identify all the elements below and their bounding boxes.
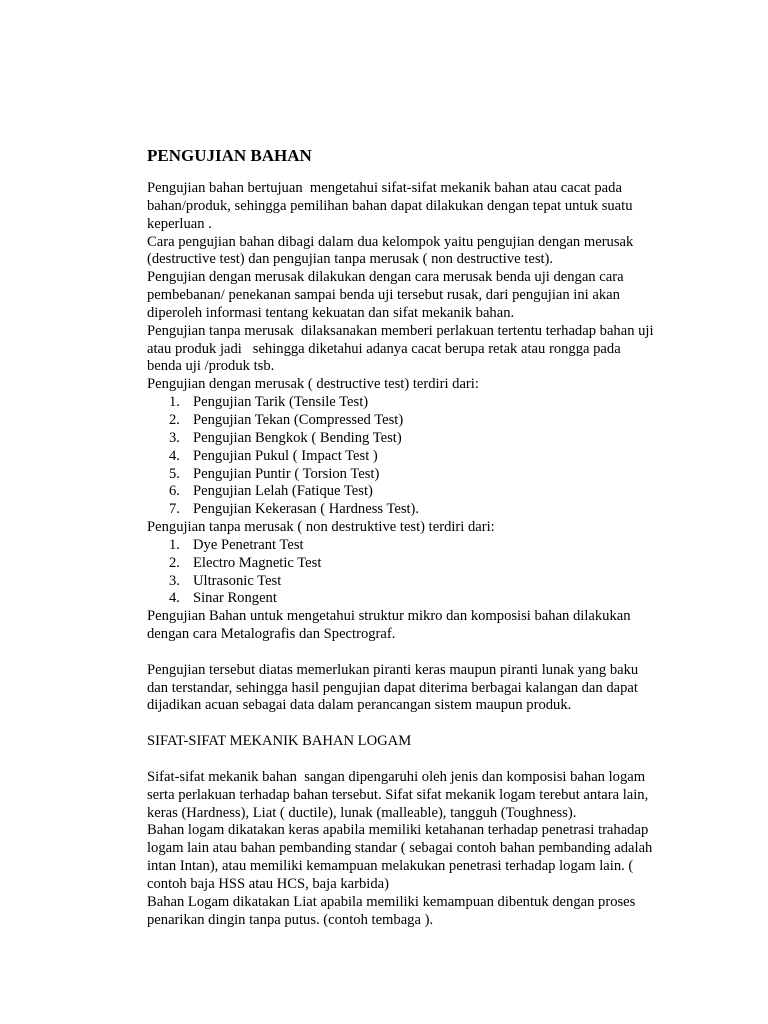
- list-item-text: Pengujian Tekan (Compressed Test): [193, 411, 404, 428]
- list-item-number: 3.: [169, 572, 180, 589]
- ductility-paragraph: Bahan Logam dikatakan Liat apabila memiliki kemampuan dibentuk dengan proses penarikan dingin tanpa putus. (contoh tembaga ).: [147, 893, 639, 928]
- document-title: PENGUJIAN BAHAN: [147, 146, 312, 165]
- list-item-text: Pengujian Tarik (Tensile Test): [193, 394, 369, 411]
- list-item: [169, 483, 657, 501]
- list-item-text: Sinar Rongent: [193, 590, 277, 607]
- intro-paragraph-purpose: Pengujian bahan bertujuan mengetahui sifat-sifat mekanik bahan atau cacat pada bahan/produk, sehingga pemilihan bahan dapat dilakukan dengan tepat untuk suatu keperluan .: [147, 180, 637, 232]
- list-item-number: 7.: [169, 501, 180, 518]
- list-item: [169, 536, 657, 555]
- intro-paragraph-destructive: Pengujian dengan merusak dilakukan dengan cara merusak benda uji dengan cara pembebanan/ penekanan sampai benda uji tersebut rusak, dari pengujian ini akan diperoleh informasi tentang kekuatan dan sifat mekanik bahan.: [147, 269, 628, 321]
- list-item: [169, 447, 657, 466]
- list-item-text: Pengujian Lelah (Fatique Test): [193, 483, 373, 500]
- list-item-number: 6.: [169, 483, 180, 500]
- list-item-number: 3.: [169, 429, 180, 446]
- list-item-text: Pengujian Bengkok ( Bending Test): [193, 429, 402, 446]
- intro-paragraph-nondestructive: Pengujian tanpa merusak dilaksanakan memberi perlakuan tertentu terhadap bahan uji atau produk jadi sehingga diketahui adanya cacat berupa retak atau rongga pada benda uji /produk tsb.: [147, 322, 658, 375]
- list-item: [169, 501, 657, 519]
- list-item: [169, 411, 657, 430]
- standards-paragraph: Pengujian tersebut diatas memerlukan piranti keras maupun piranti lunak yang baku dan terstandar, sehingga hasil pengujian dapat diterima berbagai kalangan dan dapat dijadikan acuan sebagai data dalam perancangan sistem maupun produk.: [147, 661, 642, 714]
- section-heading-mechanical-properties: SIFAT-SIFAT MEKANIK BAHAN LOGAM: [147, 733, 412, 750]
- list-item-number: 2.: [169, 554, 180, 571]
- list-item-number: 1.: [169, 536, 180, 553]
- document-body: [147, 146, 657, 929]
- microstructure-paragraph: Pengujian Bahan untuk mengetahui struktur mikro dan komposisi bahan dilakukan dengan cara Metalografis dan Spectrograf.: [147, 608, 635, 643]
- list-item-text: Pengujian Puntir ( Torsion Test): [193, 465, 380, 482]
- nondestructive-list-intro: Pengujian tanpa merusak ( non destruktive test) terdiri dari:: [147, 519, 495, 536]
- paragraph-spacer: [147, 715, 657, 733]
- list-item-text: Electro Magnetic Test: [193, 554, 322, 571]
- list-item-text: Pengujian Pukul ( Impact Test ): [193, 447, 378, 464]
- list-item: [169, 465, 657, 484]
- list-item-number: 5.: [169, 465, 180, 482]
- nondestructive-test-list: [147, 537, 657, 608]
- list-item-text: Pengujian Kekerasan ( Hardness Test).: [193, 501, 420, 518]
- paragraph-spacer: [147, 644, 657, 662]
- hardness-paragraph: Bahan logam dikatakan keras apabila memiliki ketahanan terhadap penetrasi trahadap logam lain atau bahan pembanding standar ( sebagai contoh bahan pembanding adalah intan Intan), atau memiliki kemampuan melakukan penetrasi terhadap logam lain. ( contoh baja HSS atau HCS, baja karbida): [147, 822, 656, 892]
- list-item-number: 4.: [169, 590, 180, 607]
- list-item: [169, 572, 657, 591]
- list-item-number: 2.: [169, 411, 180, 428]
- list-item: [169, 429, 657, 448]
- mechanical-properties-paragraph: Sifat-sifat mekanik bahan sangan dipengaruhi oleh jenis dan komposisi bahan logam serta perlakuan terhadap bahan tersebut. Sifat sifat mekanik logam terebut antara lain, keras (Hardness), Liat ( ductile), lunak (malleable), tangguh (Toughness).: [147, 768, 652, 821]
- destructive-list-intro: Pengujian dengan merusak ( destructive test) terdiri dari:: [147, 376, 479, 393]
- intro-paragraph-groups: Cara pengujian bahan dibagi dalam dua kelompok yaitu pengujian dengan merusak (destructive test) dan pengujian tanpa merusak ( non destructive test).: [147, 233, 637, 268]
- list-item: [169, 554, 657, 573]
- list-item-text: Ultrasonic Test: [193, 572, 282, 589]
- list-item: [169, 590, 657, 608]
- list-item-number: 1.: [169, 394, 180, 411]
- list-item-number: 4.: [169, 447, 180, 464]
- destructive-test-list: [147, 394, 657, 519]
- list-item: [169, 394, 657, 412]
- paragraph-spacer: [147, 751, 657, 769]
- list-item-text: Dye Penetrant Test: [193, 536, 304, 553]
